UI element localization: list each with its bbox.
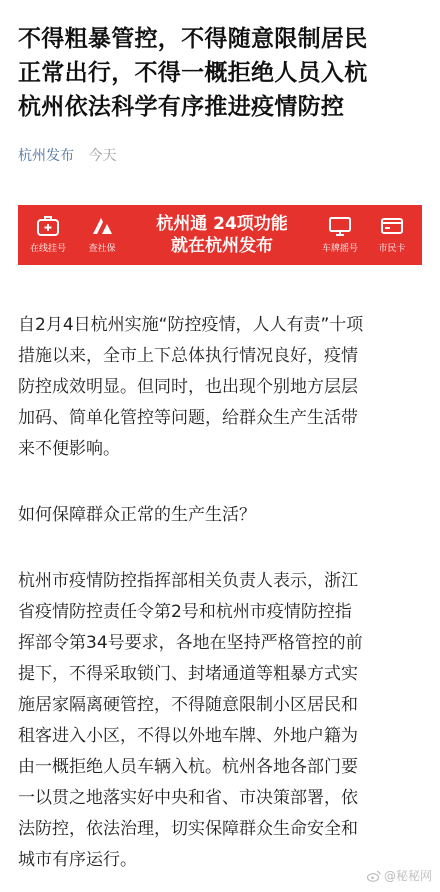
paragraph-line: 自2月4日杭州实施“防控疫情，人人有责”十项 [18,315,364,335]
paragraph-line: 租客进入小区，不得以外地车牌、外地户籍为 [18,726,358,746]
paragraph-line: 杭州市疫情防控指挥部相关负责人表示，浙江 [18,571,358,591]
paragraph-line: 由一概拒绝人员车辆入杭。杭州各地各部门要 [18,757,358,777]
paragraph-question [18,500,424,531]
social-security-icon [89,213,115,239]
paragraph-line: 防控成效明显。但同时，也出现个别地方层层 [18,377,358,397]
source-link[interactable]: 杭州发布 [18,148,74,164]
monitor-icon [327,213,353,239]
headline-line-3: 杭州依法科学有序推进疫情防控 [18,94,345,120]
promo-banner[interactable] [18,205,422,265]
paragraph-line: 加码、简单化管控等问题，给群众生产生活带 [18,408,358,428]
slogan-line-2: 就在杭州发布 [171,236,273,256]
banner-item-plate-lottery[interactable] [312,213,368,255]
headline-line-1: 不得粗暴管控，不得随意限制居民 [18,26,368,52]
paragraph-line: 挥部令第34号要求，各地在坚持严格管控的前 [18,633,363,653]
paragraph-line: 措施以来，全市上下总体执行情况良好，疫情 [18,346,358,366]
card-icon [379,213,405,239]
banner-item-label: 在线挂号 [29,244,66,254]
article-meta [18,146,116,166]
banner-item-label: 车牌摇号 [321,244,358,254]
paragraph-line: 城市有序运行。 [18,850,137,870]
paragraph-intro [18,310,424,465]
banner-item-online-registration[interactable] [20,213,76,255]
paragraph-answer [18,566,424,876]
watermark-text: @秘秘网 [383,869,432,883]
paragraph-line: 来不便影响。 [18,439,120,459]
paragraph-line: 省疫情防控责任令第2号和杭州市疫情防控指 [18,602,352,622]
banner-item-social-security[interactable] [74,213,130,255]
paragraph-line: 一以贯之地落实好中央和省、市决策部署，依 [18,788,358,808]
paragraph-line: 如何保障群众正常的生产生活？ [18,505,256,525]
weibo-icon [367,870,381,882]
paragraph-line: 法防控，依法治理，切实保障群众生命安全和 [18,819,358,839]
article-headline [18,22,426,124]
headline-line-2: 正常出行，不得一概拒绝人员入杭 [18,60,368,86]
medical-case-icon [35,213,61,239]
banner-item-label: 市民卡 [378,244,406,254]
publish-time: 今天 [88,148,117,164]
slogan-line-1: 杭州通 24项功能 [156,214,288,234]
banner-slogan [142,213,302,257]
banner-item-label: 查社保 [88,244,116,254]
banner-item-citizen-card[interactable] [364,213,420,255]
watermark [367,868,432,884]
paragraph-line: 提下，不得采取锁门、封堵通道等粗暴方式实 [18,664,358,684]
paragraph-line: 施居家隔离硬管控，不得随意限制小区居民和 [18,695,358,715]
